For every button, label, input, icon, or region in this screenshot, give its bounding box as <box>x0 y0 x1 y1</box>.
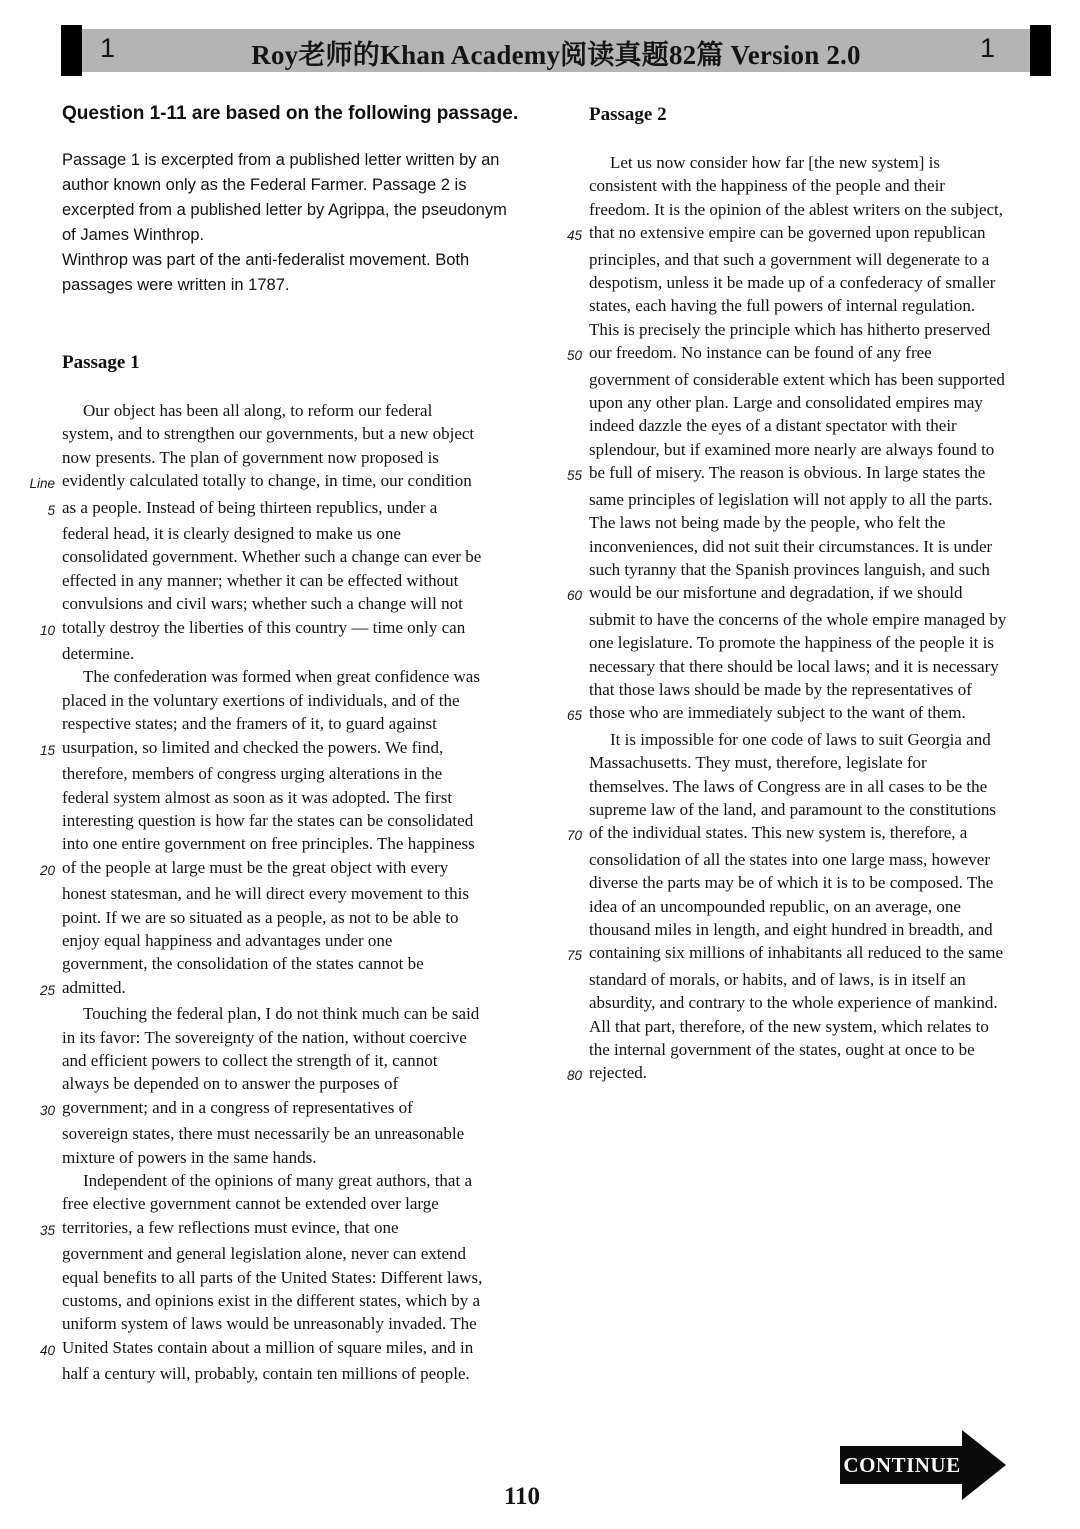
passage1-line <box>25 929 555 952</box>
line-number: 30 <box>39 1102 55 1118</box>
passage1-line <box>25 809 555 832</box>
line-text: interesting question is how far the states can be consolidated <box>62 810 474 830</box>
passage1-line <box>25 856 555 882</box>
passage1-line <box>25 1362 555 1385</box>
line-text: consolidated government. Whether such a change can ever be <box>62 547 482 567</box>
line-text: federal system almost as soon as it was adopted. The first <box>62 787 453 807</box>
line-number <box>25 545 62 568</box>
continue-label: CONTINUE <box>843 1452 961 1477</box>
passage-intro <box>25 148 555 298</box>
passage1-line <box>25 496 555 522</box>
line-number <box>25 1122 62 1145</box>
line-number <box>552 871 589 894</box>
passage1-line <box>25 1242 555 1265</box>
line-number <box>25 882 62 905</box>
passage2-line <box>552 941 1070 967</box>
line-number <box>25 1192 62 1215</box>
passage1-line <box>25 665 555 688</box>
passage2-line <box>552 488 1070 511</box>
line-number <box>552 391 589 414</box>
line-number: 55 <box>566 468 582 484</box>
line-text: Winthrop was part of the anti-federalist movement. Both <box>62 251 470 269</box>
footer-page-number: 110 <box>503 1483 541 1510</box>
passage1-line <box>25 1002 555 1025</box>
line-number <box>552 728 589 751</box>
passage2-line <box>552 991 1070 1014</box>
passage1-line <box>25 446 555 469</box>
line-number <box>552 368 589 391</box>
line-number: 5 <box>47 502 55 518</box>
right-column <box>552 103 1070 1088</box>
passage2-line <box>552 341 1070 367</box>
line-text: states, each having the full powers of internal regulation. <box>589 296 976 316</box>
line-number: Line <box>29 476 55 492</box>
passage1-line <box>25 786 555 809</box>
line-number <box>552 1015 589 1038</box>
line-number <box>552 678 589 701</box>
passage2-body <box>552 151 1070 1088</box>
passage1-line <box>25 832 555 855</box>
line-number <box>25 223 62 248</box>
line-number <box>25 1049 62 1072</box>
passage2-line <box>552 895 1070 918</box>
passage1-line <box>25 906 555 929</box>
line-text: government, the consolidation of the states cannot be <box>62 954 424 974</box>
line-number <box>25 906 62 929</box>
line-text: territories, a few reflections must evince, that one <box>62 1217 399 1237</box>
passage1-line <box>25 399 555 422</box>
passage1-line <box>25 762 555 785</box>
line-number <box>25 786 62 809</box>
line-text: into one entire government on free principles. The happiness <box>62 834 475 854</box>
line-text: diverse the parts may be of which it is to be composed. The <box>589 873 994 893</box>
line-text: excerpted from a published letter by Agrippa, the pseudonym <box>62 201 507 219</box>
line-number <box>25 1072 62 1095</box>
passage1-line <box>25 882 555 905</box>
passage2-line <box>552 821 1070 847</box>
line-text: Independent of the opinions of many great authors, that a <box>83 1171 472 1190</box>
passage1-line <box>25 545 555 568</box>
document-title: Roy老师的Khan Academy阅读真题82篇 Version 2.0 <box>251 40 861 70</box>
passage2-line <box>552 848 1070 871</box>
passage2-line <box>552 368 1070 391</box>
line-text: All that part, therefore, of the new system, which relates to <box>589 1016 989 1036</box>
line-text: United States contain about a million of square miles, and in <box>62 1337 474 1357</box>
passage2-line <box>552 461 1070 487</box>
line-text: in its favor: The sovereignty of the nation, without coercive <box>62 1027 467 1047</box>
passage2-line <box>552 608 1070 631</box>
intro-line <box>25 173 555 198</box>
line-text: Let us now consider how far [the new system] is <box>610 153 941 172</box>
passage2-line <box>552 678 1070 701</box>
line-text: point. If we are so situated as a people, as not to be able to <box>62 907 459 927</box>
line-number <box>25 198 62 223</box>
line-text: equal benefits to all parts of the United States: Different laws, <box>62 1267 483 1287</box>
line-text: government; and in a congress of representatives of <box>62 1097 413 1117</box>
line-number: 10 <box>39 622 55 638</box>
line-text: system, and to strengthen our governments, but a new object <box>62 424 475 444</box>
line-number <box>25 522 62 545</box>
header-right-cap <box>1030 25 1051 76</box>
passage1-line <box>25 1049 555 1072</box>
passage1-line <box>25 592 555 615</box>
line-number <box>552 535 589 558</box>
passage1-line <box>25 1216 555 1242</box>
line-text: The laws not being made by the people, who felt the <box>589 513 946 533</box>
line-number: 70 <box>566 828 582 844</box>
line-number <box>25 446 62 469</box>
line-number <box>25 173 62 198</box>
line-text: free elective government cannot be extended over large <box>62 1194 439 1214</box>
line-number: 65 <box>566 708 582 724</box>
line-number <box>25 273 62 298</box>
line-number: 75 <box>566 948 582 964</box>
passage1-line <box>25 1266 555 1289</box>
line-number <box>25 592 62 615</box>
line-number <box>552 271 589 294</box>
passage1-line <box>25 422 555 445</box>
passage2-line <box>552 414 1070 437</box>
passage2-heading: Passage 2 <box>589 104 667 125</box>
line-text: containing six millions of inhabitants all reduced to the same <box>589 943 1004 963</box>
passage1-line <box>25 712 555 735</box>
passage1-line <box>25 1169 555 1192</box>
line-text: idea of an uncompounded republic, on an average, one <box>589 896 961 916</box>
passage2-line <box>552 918 1070 941</box>
line-text: such tyranny that the Spanish provinces languish, and such <box>589 559 990 579</box>
line-text: Passage 1 is excerpted from a published letter written by an <box>62 151 500 169</box>
intro-line <box>25 273 555 298</box>
passage2-line <box>552 968 1070 991</box>
line-text: placed in the voluntary exertions of individuals, and of the <box>62 690 460 710</box>
intro-line <box>25 148 555 173</box>
line-text: totally destroy the liberties of this country — time only can <box>62 617 466 637</box>
passage2-line <box>552 1038 1070 1061</box>
line-text: Touching the federal plan, I do not think much can be said <box>83 1004 480 1024</box>
line-text: convulsions and civil wars; whether such a change will not <box>62 594 463 614</box>
line-text: despotism, unless it be made up of a confederacy of smaller <box>589 273 996 293</box>
line-text: mixture of powers in the same hands. <box>62 1147 317 1167</box>
line-number <box>25 569 62 592</box>
line-number: 20 <box>39 862 55 878</box>
line-number <box>552 655 589 678</box>
line-text: same principles of legislation will not apply to all the parts. <box>589 489 993 509</box>
passage1-line <box>25 1312 555 1335</box>
line-number: 35 <box>39 1222 55 1238</box>
line-text: rejected. <box>589 1063 648 1083</box>
passage1-line <box>25 1026 555 1049</box>
line-number <box>552 198 589 221</box>
line-text: government of considerable extent which has been supported <box>589 369 1005 389</box>
line-text: evidently calculated totally to change, in time, our condition <box>62 471 472 491</box>
line-number <box>552 151 589 174</box>
line-text: effected in any manner; whether it can be effected without <box>62 570 459 590</box>
continue-arrow-body <box>840 1446 964 1484</box>
passage2-line <box>552 318 1070 341</box>
line-text: Our object has been all along, to reform our federal <box>83 401 433 420</box>
passage1-line <box>25 976 555 1002</box>
line-number <box>552 488 589 511</box>
line-text: thousand miles in length, and eight hundred in breadth, and <box>589 920 993 939</box>
header-left-cap <box>61 25 82 76</box>
line-text: inconveniences, did not suit their circumstances. It is under <box>589 536 993 556</box>
line-text: uniform system of laws would be unreasonably invaded. The <box>62 1314 477 1334</box>
line-text: usurpation, so limited and checked the powers. We find, <box>62 737 444 757</box>
line-text: federal head, it is clearly designed to make us one <box>62 524 401 544</box>
intro-line <box>25 198 555 223</box>
line-text: customs, and opinions exist in the different states, which by a <box>62 1291 481 1311</box>
line-text: government and general legislation alone, never can extend <box>62 1244 467 1264</box>
passage2-line <box>552 655 1070 678</box>
line-text: Massachusetts. They must, therefore, legislate for <box>589 753 927 773</box>
passage2-line <box>552 271 1070 294</box>
passage2-line <box>552 581 1070 607</box>
passage1-heading: Passage 1 <box>62 352 140 373</box>
line-text: be full of misery. The reason is obvious. In large states the <box>589 463 986 483</box>
line-number <box>25 762 62 785</box>
line-text: one legislature. To promote the happiness of the people it is <box>589 633 994 653</box>
line-text: The confederation was formed when great confidence was <box>83 667 480 687</box>
left-column <box>25 103 555 1386</box>
line-text: admitted. <box>62 977 126 997</box>
line-text: submit to have the concerns of the whole empire managed by <box>589 609 1007 629</box>
line-number <box>25 1362 62 1385</box>
passage1-line <box>25 642 555 665</box>
passage2-line <box>552 701 1070 727</box>
line-number: 50 <box>566 348 582 364</box>
passage2-line <box>552 751 1070 774</box>
continue-arrowhead-icon <box>962 1430 1006 1500</box>
passage2-line <box>552 535 1070 558</box>
passage1-line <box>25 469 555 495</box>
passage1-line <box>25 1289 555 1312</box>
passage2-line <box>552 294 1070 317</box>
line-number <box>25 1002 62 1025</box>
line-text: consolidation of all the states into one large mass, however <box>589 849 990 869</box>
passage2-line <box>552 871 1070 894</box>
line-number <box>552 608 589 631</box>
line-number <box>25 1026 62 1049</box>
line-text: principles, and that such a government will degenerate to a <box>589 249 990 269</box>
passage2-line <box>552 151 1070 174</box>
line-text: supreme law of the land, and paramount to the constitutions <box>589 799 996 819</box>
line-text: splendour, but if examined more nearly are always found to <box>589 439 995 459</box>
passage1-line <box>25 1192 555 1215</box>
line-text: and efficient powers to collect the strength of it, cannot <box>62 1050 438 1070</box>
line-number <box>552 1038 589 1061</box>
line-text: always be depended on to answer the purposes of <box>62 1074 399 1094</box>
passage1-line <box>25 1072 555 1095</box>
line-number <box>552 968 589 991</box>
passage2-line <box>552 728 1070 751</box>
line-number: 25 <box>39 982 55 998</box>
passage2-line <box>552 248 1070 271</box>
passage1-line <box>25 1096 555 1122</box>
line-text: as a people. Instead of being thirteen republics, under a <box>62 497 438 517</box>
line-number <box>552 991 589 1014</box>
passage2-line <box>552 558 1070 581</box>
line-number <box>552 751 589 774</box>
passage2-line <box>552 391 1070 414</box>
line-number <box>552 248 589 271</box>
passage1-line <box>25 1122 555 1145</box>
passage2-line <box>552 798 1070 821</box>
line-number <box>25 809 62 832</box>
line-number <box>552 511 589 534</box>
passage1-body <box>25 399 555 1386</box>
line-text: the internal government of the states, ought at once to be <box>589 1040 975 1060</box>
line-number: 60 <box>566 588 582 604</box>
passage1-line <box>25 569 555 592</box>
line-number <box>25 689 62 712</box>
passage1-line <box>25 1336 555 1362</box>
line-number <box>25 642 62 665</box>
line-text: respective states; and the framers of it, to guard against <box>62 714 437 734</box>
line-text: necessary that there should be local laws; and it is necessary <box>589 656 999 676</box>
passage1-line <box>25 952 555 975</box>
intro-line <box>25 248 555 273</box>
passage2-line <box>552 511 1070 534</box>
line-text: upon any other plan. Large and consolidated empires may <box>589 393 983 413</box>
passage2-line <box>552 1061 1070 1087</box>
line-number <box>552 918 589 941</box>
passage2-line <box>552 174 1070 197</box>
line-number: 15 <box>39 742 55 758</box>
passage2-line <box>552 1015 1070 1038</box>
continue-arrow <box>840 1430 1000 1500</box>
line-text: of James Winthrop. <box>62 226 205 244</box>
line-number <box>25 1289 62 1312</box>
line-number <box>25 665 62 688</box>
line-text: standard of morals, or habits, and of laws, is in itself an <box>589 969 966 989</box>
line-number <box>25 422 62 445</box>
line-text: determine. <box>62 644 135 664</box>
line-number <box>552 558 589 581</box>
line-number <box>25 399 62 422</box>
intro-line <box>25 223 555 248</box>
line-number <box>25 148 62 173</box>
line-text: enjoy equal happiness and advantages under one <box>62 930 393 950</box>
line-number <box>552 798 589 821</box>
line-number: 80 <box>566 1068 582 1084</box>
line-text: that those laws should be made by the representatives of <box>589 679 972 699</box>
line-text: our freedom. No instance can be found of any free <box>589 343 932 363</box>
line-number <box>25 929 62 952</box>
line-number <box>552 438 589 461</box>
line-number <box>552 414 589 437</box>
passage2-line <box>552 775 1070 798</box>
line-number <box>25 248 62 273</box>
line-number <box>25 1242 62 1265</box>
line-number <box>25 712 62 735</box>
line-text: This is precisely the principle which has hitherto preserved <box>589 319 991 339</box>
line-text: passages were written in 1787. <box>62 276 290 294</box>
line-number <box>552 775 589 798</box>
passage2-line <box>552 631 1070 654</box>
line-text: honest statesman, and he will direct every movement to this <box>62 884 469 904</box>
passage1-line <box>25 736 555 762</box>
line-text: consistent with the happiness of the people and their <box>589 176 945 196</box>
question-range-header: Question 1-11 are based on the following passage. <box>62 103 519 124</box>
line-text: of the people at large must be the great object with every <box>62 857 449 877</box>
passage1-line <box>25 522 555 545</box>
line-text: those who are immediately subject to the want of them. <box>589 703 966 723</box>
line-text: It is impossible for one code of laws to suit Georgia and <box>610 729 991 749</box>
line-text: sovereign states, there must necessarily be an unreasonable <box>62 1124 465 1144</box>
line-number: 40 <box>39 1342 55 1358</box>
line-number <box>552 174 589 197</box>
header-page-number-right: 1 <box>980 33 996 63</box>
line-text: of the individual states. This new system is, therefore, a <box>589 823 968 843</box>
line-number <box>552 848 589 871</box>
passage2-line <box>552 221 1070 247</box>
line-number: 45 <box>566 228 582 244</box>
line-number <box>552 631 589 654</box>
passage1-line <box>25 616 555 642</box>
line-number <box>25 952 62 975</box>
passage1-line <box>25 1146 555 1169</box>
line-text: therefore, members of congress urging alterations in the <box>62 764 443 784</box>
passage2-line <box>552 198 1070 221</box>
line-number <box>25 1266 62 1289</box>
line-text: freedom. It is the opinion of the ablest writers on the subject, <box>589 199 1004 219</box>
line-text: that no extensive empire can be governed upon republican <box>589 223 986 243</box>
line-text: half a century will, probably, contain ten millions of people. <box>62 1364 470 1384</box>
line-text: author known only as the Federal Farmer. Passage 2 is <box>62 176 467 194</box>
line-number <box>552 294 589 317</box>
line-text: themselves. The laws of Congress are in all cases to be the <box>589 776 988 796</box>
line-text: indeed dazzle the eyes of a distant spectator with their <box>589 416 957 436</box>
line-number <box>552 318 589 341</box>
line-number <box>25 1169 62 1192</box>
line-text: now presents. The plan of government now proposed is <box>62 447 439 467</box>
header-page-number-left: 1 <box>100 33 116 63</box>
passage2-line <box>552 438 1070 461</box>
line-number <box>25 1312 62 1335</box>
line-text: would be our misfortune and degradation, if we should <box>589 583 963 603</box>
line-text: absurdity, and contrary to the whole experience of mankind. <box>589 993 998 1013</box>
line-number <box>25 1146 62 1169</box>
line-number <box>25 832 62 855</box>
passage1-line <box>25 689 555 712</box>
line-number <box>552 895 589 918</box>
